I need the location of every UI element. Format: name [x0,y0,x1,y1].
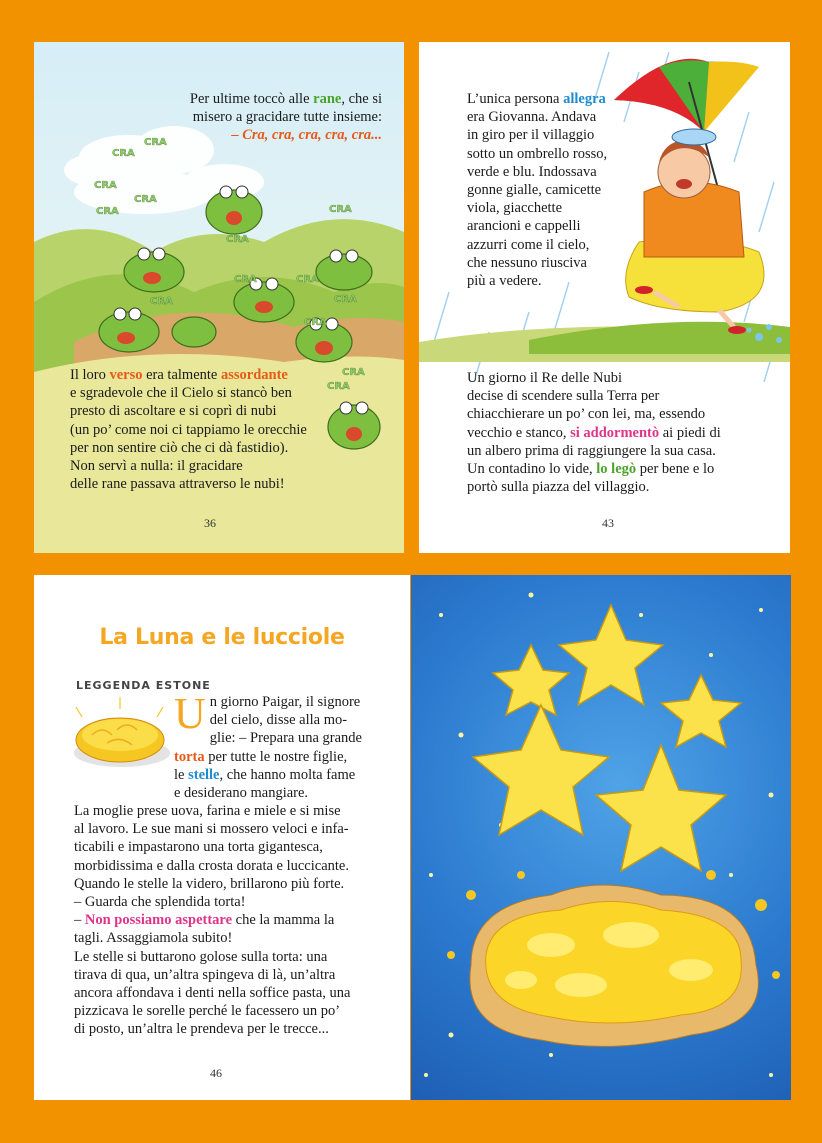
page-number: 43 [602,516,614,530]
cra-label: CRA [296,274,319,285]
cra-label: CRA [112,148,135,159]
page-number: 36 [204,516,216,530]
non-possiamo-highlight: Non possiamo aspettare [84,912,233,929]
cra-label: CRA [342,367,365,378]
page-title: La Luna e le lucciole [99,625,345,650]
cra-label: CRA [94,180,117,191]
page-46-body: La moglie prese uova, farina e miele e si mise al lavoro. Le sue mani si mossero veloci e infa- ticabili e impastarono una torta gigantesca, morbidissima e dalla crosta dorata e luccicante. Quando le stelle la videro, brillarono più forte. – Guarda che splendida torta! – Non possiamo aspettare che la mamma la tagli. Assaggiamola subito! Le stelle si buttarono golose sulla torta: una tirava di qua, un’altra spingeva di là, un’altra ancora affondava i denti nella soffice pasta, una pizzicava le sorelle perché le facessero un po’ di posto, un’altra le prendeva per le trecce... [74,803,351,1038]
stelle-highlight: stelle [188,766,220,783]
cra-label: CRA [144,137,167,148]
page-43 [419,42,790,553]
dropcap: U [174,689,206,738]
page-36-body: Il loro verso era talmente assordante e sgradevole che il Cielo si stancò ben presto di ascoltare e si coprì di nubi (un po’ come noi ci tappiamo le orecchie per non sentire ciò che ci dà fastidio). Non servì a nulla: il gracidare delle rane passava attraverso le nubi! [70,367,307,493]
cra-chant: – Cra, cra, cra, cra, cra... [231,127,382,144]
torta-highlight: torta [174,748,205,765]
cra-label: CRA [329,204,352,215]
allegra-highlight: allegra [563,91,606,107]
page-46 [34,575,410,1100]
page-43-intro: L’unica persona allegra era Giovanna. Andava in giro per il villaggio sotto un ombrello rosso, verde e blu. Indossava gonne gialle, camicette viola, giacchette arancioni e cappelli azzurri come il cielo, che nessuno riusciva più a vedere. [467,91,608,290]
legend-subtitle: LEGGENDA ESTONE [76,679,211,692]
stars-cake-illustration [411,575,791,1100]
page-36 [34,42,404,553]
cra-label: CRA [134,194,157,205]
page-43-body: Un giorno il Re delle Nubi decise di scendere sulla Terra per chiacchierare un po’ con lei, ma, essendo vecchio e stanco, si addormentò ai piedi di un albero prima di raggiungere la sua casa. Un contadino lo vide, lo legò per bene e lo portò sulla piazza del villaggio. [467,370,721,496]
page-number: 46 [210,1066,222,1080]
cra-label: CRA [234,274,257,285]
cra-label: CRA [334,294,357,305]
cra-label: CRA [96,206,119,217]
stars-cake-illustration-page [411,575,791,1100]
cra-label: CRA [226,234,249,245]
page-36-intro: Per ultime toccò alle rane, che si misero a gracidare tutte insieme: – Cra, cra, cra, cra, cra... [142,90,382,145]
cake-icon [62,695,172,775]
page-46-wrapped: U n giorno Paigar, il signore del cielo, disse alla mo- glie: – Prepara una grande torta per tutte le nostre figlie, le stelle, che hanno molta fame e desiderano mangiare. [174,689,362,802]
cra-label: CRA [150,296,173,307]
cra-label: CRA [304,317,327,328]
rane-highlight: rane [313,91,342,107]
cra-label: CRA [327,381,350,392]
